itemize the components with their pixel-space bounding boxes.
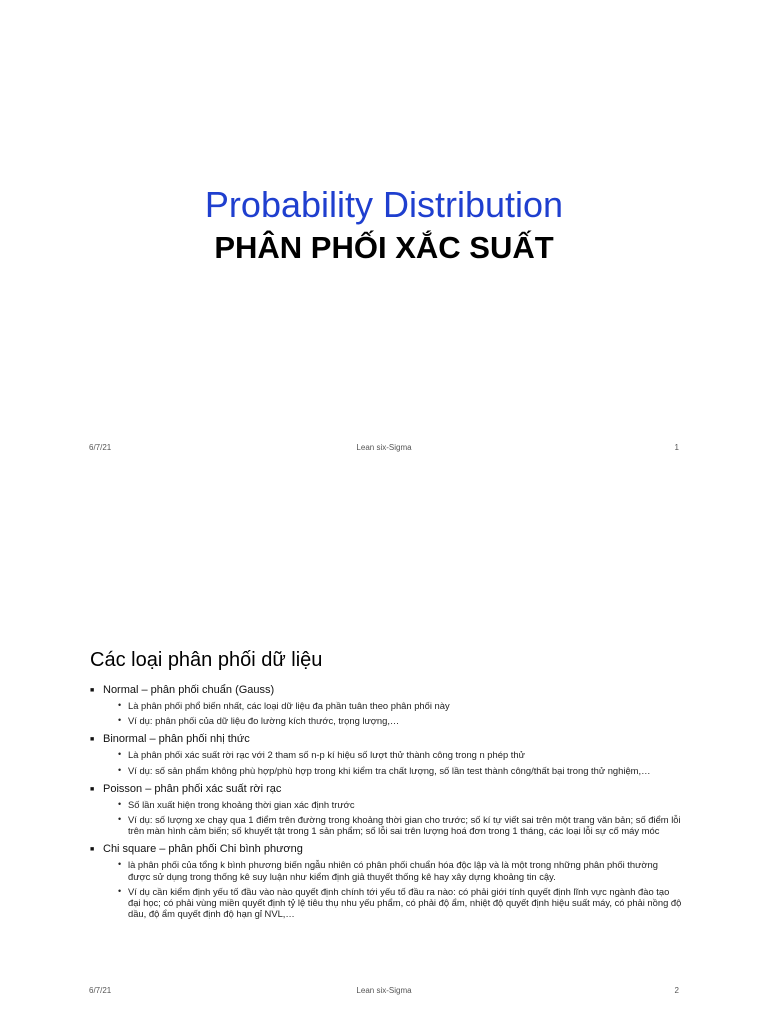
list-item <box>90 765 682 776</box>
section-heading-chi-square <box>90 843 682 856</box>
dot-bullet-icon: • <box>118 885 122 896</box>
dot-bullet-icon: • <box>118 749 122 760</box>
bullet-list <box>90 684 682 919</box>
list-item <box>90 859 682 881</box>
footer-center-text: Lean six-Sigma <box>356 986 412 995</box>
footer-page-number: 2 <box>674 986 679 995</box>
footer-date: 6/7/21 <box>89 986 112 995</box>
list-item-text: Ví dụ cần kiểm định yếu tố đầu vào nào quyết định chính tới yếu tố đầu ra nào: có phải giới tính quyết định lĩnh vực ngành đào tạo đại học; có phải vùng miền quyết định tỷ lệ tiêu thụ nhu yếu phẩm, có phải độ ẩm, nhiệt độ quyết định hiệu suất máy, có phải nồng độ dầu, độ ẩm quyết định độ hạn gỉ NVL,… <box>128 885 682 920</box>
section-heading-normal <box>90 684 682 697</box>
square-bullet-icon: ■ <box>90 736 95 744</box>
list-item <box>90 814 682 836</box>
footer-center-text: Lean six-Sigma <box>356 443 412 452</box>
list-item-text: là phân phối của tổng k bình phương biến ngẫu nhiên có phân phối chuẩn hóa độc lập và là một trong những phân phối thường được sử dụng trong thống kê suy luận như kiểm định giả thuyết thống kê hay xây dựng khoảng tin cậy. <box>128 859 658 882</box>
slide-2 <box>0 512 768 1024</box>
slide-heading: Các loại phân phối dữ liệu <box>90 649 323 671</box>
list-item-text: Số lần xuất hiện trong khoảng thời gian xác định trước <box>128 798 355 810</box>
footer-page-number: 1 <box>674 443 679 452</box>
list-item-text: Ví dụ: phân phối của dữ liệu đo lường kích thước, trọng lượng,… <box>128 715 400 727</box>
section-heading-text: Chi square – phân phối Chi bình phương <box>103 843 303 856</box>
square-bullet-icon: ■ <box>90 687 95 694</box>
list-item <box>90 700 682 711</box>
slide-footer <box>0 986 768 1000</box>
section-heading-binormal <box>90 733 682 746</box>
section-heading-text: Normal – phân phối chuẩn (Gauss) <box>103 684 275 696</box>
dot-bullet-icon: • <box>118 798 122 809</box>
section-heading-text: Poisson – phân phối xác suất rời rạc <box>103 782 282 795</box>
dot-bullet-icon: • <box>118 764 122 775</box>
dot-bullet-icon: • <box>118 715 122 726</box>
list-item <box>90 799 682 810</box>
section-heading-text: Binormal – phân phối nhị thức <box>103 733 250 746</box>
slide-footer <box>0 443 768 457</box>
list-item <box>90 715 682 726</box>
slide-title-english: Probability Distribution <box>204 184 564 225</box>
dot-bullet-icon: • <box>118 700 122 710</box>
list-item-text: Ví dụ: số lượng xe chạy qua 1 điểm trên đường trong khoảng thời gian cho trước; số kí tự viết sai trên một trang văn bản; số điểm lỗi trên màn hình cảm biến; số khuyết tật trong 1 sản phẩm; số lỗi sai trên lượng hoá đơn trong 1 tháng, các loại lỗi sự cố máy móc <box>128 814 681 837</box>
dot-bullet-icon: • <box>118 859 122 870</box>
list-item-text: Ví dụ: số sản phẩm không phù hợp/phù hợp trong khi kiểm tra chất lượng, số lần test thành công/thất bại trong thử nghiệm,… <box>128 764 651 776</box>
footer-date: 6/7/21 <box>89 443 112 452</box>
square-bullet-icon: ■ <box>90 785 95 793</box>
list-item-text: Là phân phối phổ biến nhất, các loại dữ liệu đa phần tuân theo phân phối này <box>128 700 450 711</box>
dot-bullet-icon: • <box>118 814 122 825</box>
section-heading-poisson <box>90 783 682 796</box>
list-item <box>90 886 682 920</box>
list-item-text: Là phân phối xác suất rời rạc với 2 tham số n-p kí hiệu số lượt thử thành công trong n phép thử <box>128 749 525 761</box>
list-item <box>90 749 682 760</box>
square-bullet-icon: ■ <box>90 846 95 854</box>
slide-title-vietnamese: PHÂN PHỐI XẮC SUẤT <box>214 230 554 265</box>
